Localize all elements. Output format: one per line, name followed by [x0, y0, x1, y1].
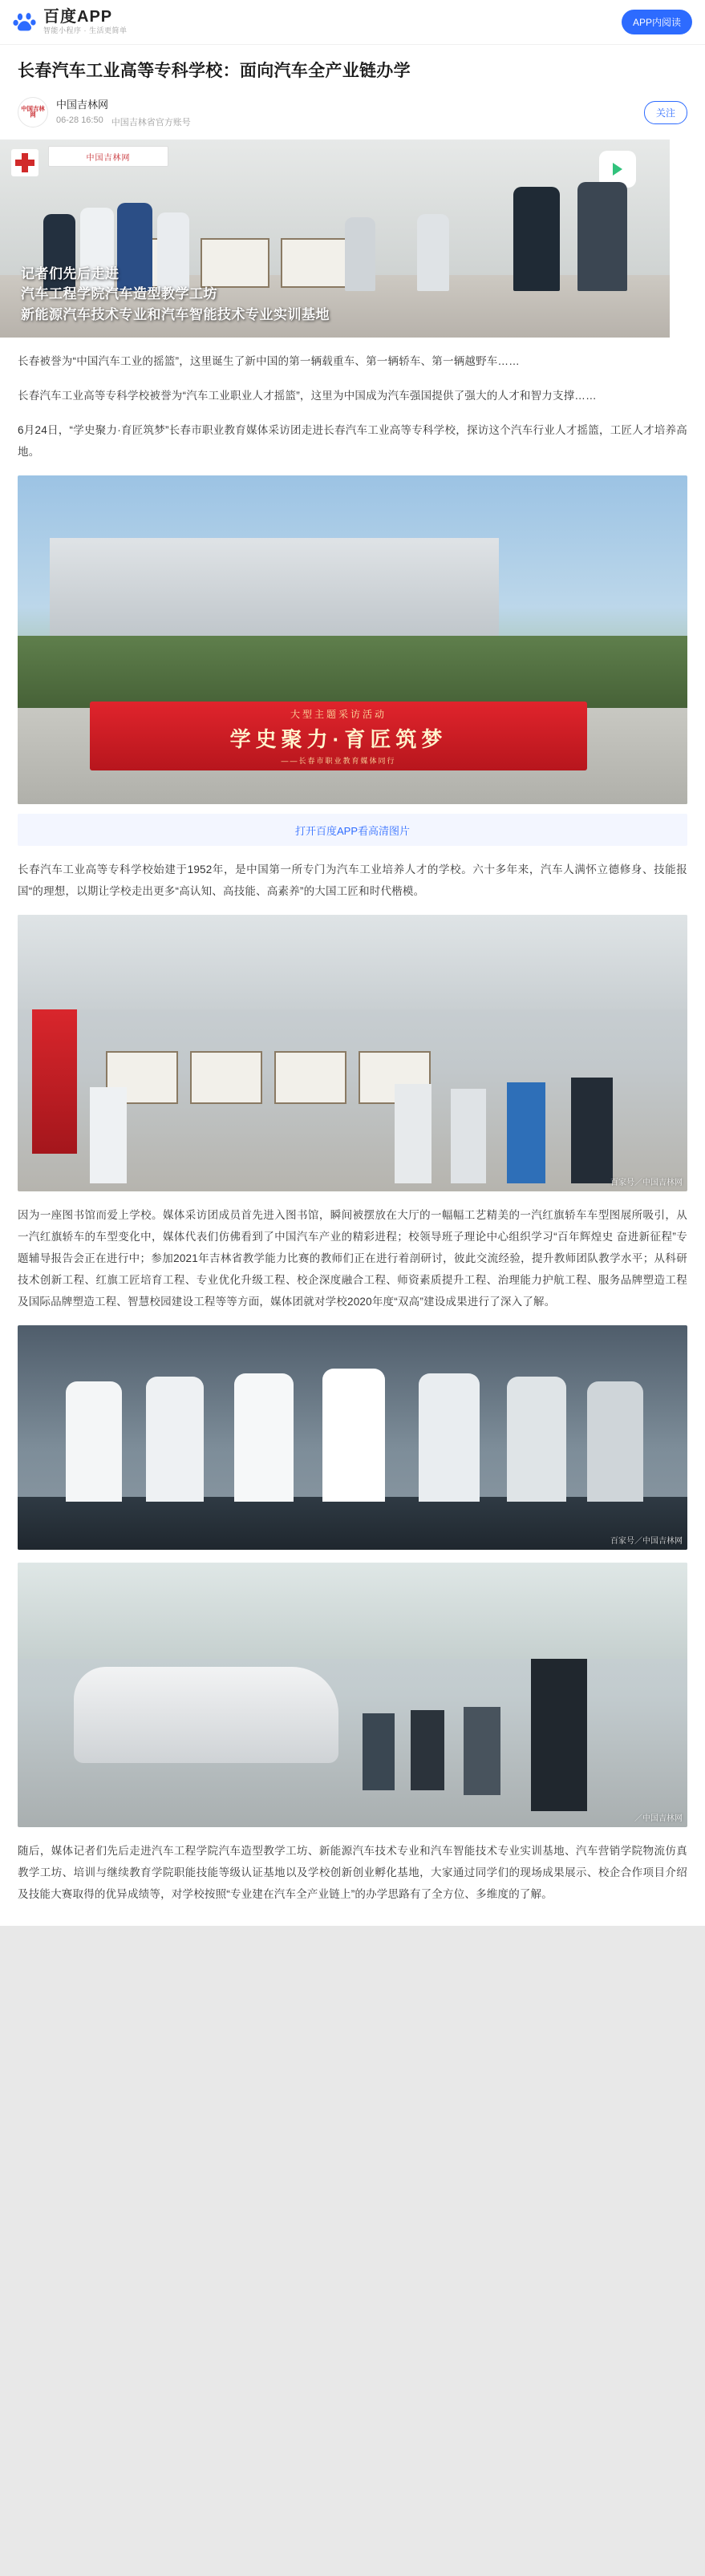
person — [531, 1659, 587, 1811]
campus-trees — [18, 636, 687, 712]
person — [234, 1373, 294, 1502]
meeting-room-photo[interactable] — [18, 1325, 687, 1550]
avatar-label: 中国吉林网 — [21, 105, 45, 119]
banner-line-3: ——长春市职业教育媒体同行 — [281, 756, 396, 765]
paragraph-1: 长春被誉为“中国汽车工业的摇篮”，这里诞生了新中国的第一辆载重车、第一辆轿车、第一辆越野车…… — [18, 355, 520, 368]
person — [513, 187, 560, 291]
paragraph-6: 随后，媒体记者们先后走进汽车工程学院汽车造型教学工坊、新能源汽车技术专业和汽车智能技术专业实训基地、汽车营销学院物流仿真教学工坊、培训与继续教育学院职能技能等级认证基地以及学校创新创业孵化基地，大家通过同学们的现场成果展示、校企合作项目介绍及技能大赛取得的优异成绩等，对学校按照“专业建在汽车全产业链上”的办学思路有了全方位、多维度的了解。 — [18, 1845, 687, 1901]
exhibition-hall-photo[interactable] — [18, 915, 687, 1191]
article-header — [0, 45, 705, 83]
paragraph-5: 因为一座图书馆而爱上学校。媒体采访团成员首先进入图书馆，瞬间被摆放在大厅的一幅幅工艺精美的一汽红旗轿车车型图展所吸引，从一汽红旗轿车的车型变化中，媒体代表们仿佛看到了中国汽车产业的精彩进程；校领导班子理论中心组织学习“百年辉煌史 奋进新征程”专题辅导报告会正在进行中；参加2021年吉林省教学能力比赛的教师们正在进行着剖研讨，彼此交流经验，提升教师团队教学水平；从科研技术创新工程、红旗工匠培育工程、专业优化升级工程、校企深度融合工程、师资素质提升工程、治理能力护航工程、服务品牌塑造工程及国际品牌塑造工程、智慧校园建设工程等等方面，媒体团就对学校2020年度“双高”建设成果进行了深入了解。 — [18, 1209, 687, 1308]
media-column — [0, 140, 705, 338]
person — [507, 1377, 566, 1502]
app-bar — [0, 0, 705, 45]
person — [66, 1381, 122, 1502]
follow-button[interactable]: 关注 — [644, 101, 687, 124]
person — [417, 214, 449, 291]
person — [571, 1078, 613, 1183]
vehicle — [74, 1667, 338, 1763]
baidu-logo[interactable] — [13, 9, 128, 34]
person — [577, 182, 627, 291]
photo-watermark: 百家号／中国吉林网 — [610, 1537, 683, 1547]
hero-image[interactable] — [0, 140, 670, 338]
person — [345, 217, 375, 291]
person — [464, 1707, 500, 1795]
person — [363, 1713, 395, 1790]
hero-caption-line-1: 记者们先后走进 — [21, 265, 120, 281]
account-name[interactable]: 中国吉林网 — [56, 99, 109, 111]
person — [322, 1369, 385, 1502]
hero-badge: 中国吉林网 — [48, 146, 168, 167]
red-banner — [90, 702, 587, 770]
baidu-paw-icon — [13, 10, 37, 34]
banner-line-1: 大型主题采访活动 — [290, 708, 387, 720]
exhibit-ceiling — [18, 915, 687, 1009]
photo-watermark: 百家号／中国吉林网 — [610, 1179, 683, 1188]
byline — [0, 83, 705, 140]
person — [451, 1089, 486, 1183]
exhibit-red-banner — [32, 1009, 77, 1154]
open-in-app-button[interactable]: APP内阅读 — [622, 10, 692, 34]
campus-group-photo[interactable] — [18, 475, 687, 804]
easel — [190, 1051, 262, 1104]
footer-spacer — [0, 1905, 705, 1926]
training-base-photo[interactable] — [18, 1563, 687, 1827]
person — [587, 1381, 643, 1502]
hero-caption-line-3: 新能源汽车技术专业和汽车智能技术专业实训基地 — [21, 306, 330, 322]
byline-text-group — [56, 96, 636, 128]
person — [90, 1087, 127, 1183]
avatar[interactable] — [18, 97, 48, 127]
banner-line-2: 学史聚力·育匠筑梦 — [229, 726, 448, 751]
person — [395, 1084, 432, 1183]
page-title: 长春汽车工业高等专科学校：面向汽车全产业链办学 — [18, 62, 411, 80]
person — [146, 1377, 204, 1502]
brand-title: 百度APP — [43, 8, 113, 26]
brand-subtitle: 智能小程序 · 生活更简单 — [43, 26, 128, 35]
paragraph-3: 6月24日，“学史聚力·育匠筑梦”长春市职业教育媒体采访团走进长春汽车工业高等专科学校，探访这个汽车行业人才摇篮，工匠人才培养高地。 — [18, 424, 687, 459]
lab-window-wall — [18, 1563, 687, 1659]
person — [411, 1710, 444, 1790]
paragraph-4: 长春汽车工业高等专科学校始建于1952年，是中国第一所专门为汽车工业培养人才的学校。六十多年来，汽车人满怀立德修身、技能报国“的理想，以期让学校走出更多“高认知、高技能、高素养”的大国工匠和时代楷模。 — [18, 863, 687, 898]
open-app-hd-bar[interactable]: 打开百度APP看高清图片 — [18, 814, 687, 846]
hero-caption — [21, 264, 330, 326]
source-label: 中国吉林省官方账号 — [111, 118, 191, 128]
meeting-table — [18, 1497, 687, 1550]
brand-text-group — [43, 9, 128, 34]
hero-caption-line-2: 汽车工程学院汽车造型教学工坊 — [21, 286, 217, 302]
photo-watermark: ／中国吉林网 — [634, 1814, 683, 1824]
person — [419, 1373, 480, 1502]
byline-meta — [56, 115, 636, 128]
easel — [274, 1051, 346, 1104]
red-cross-icon — [11, 149, 38, 176]
person — [507, 1082, 545, 1183]
paragraph-2: 长春汽车工业高等专科学校被誉为“汽车工业职业人才摇篮”，这里为中国成为汽车强国提供了强大的人才和智力支撑…… — [18, 390, 597, 402]
publish-time: 06-28 16:50 — [56, 115, 103, 126]
